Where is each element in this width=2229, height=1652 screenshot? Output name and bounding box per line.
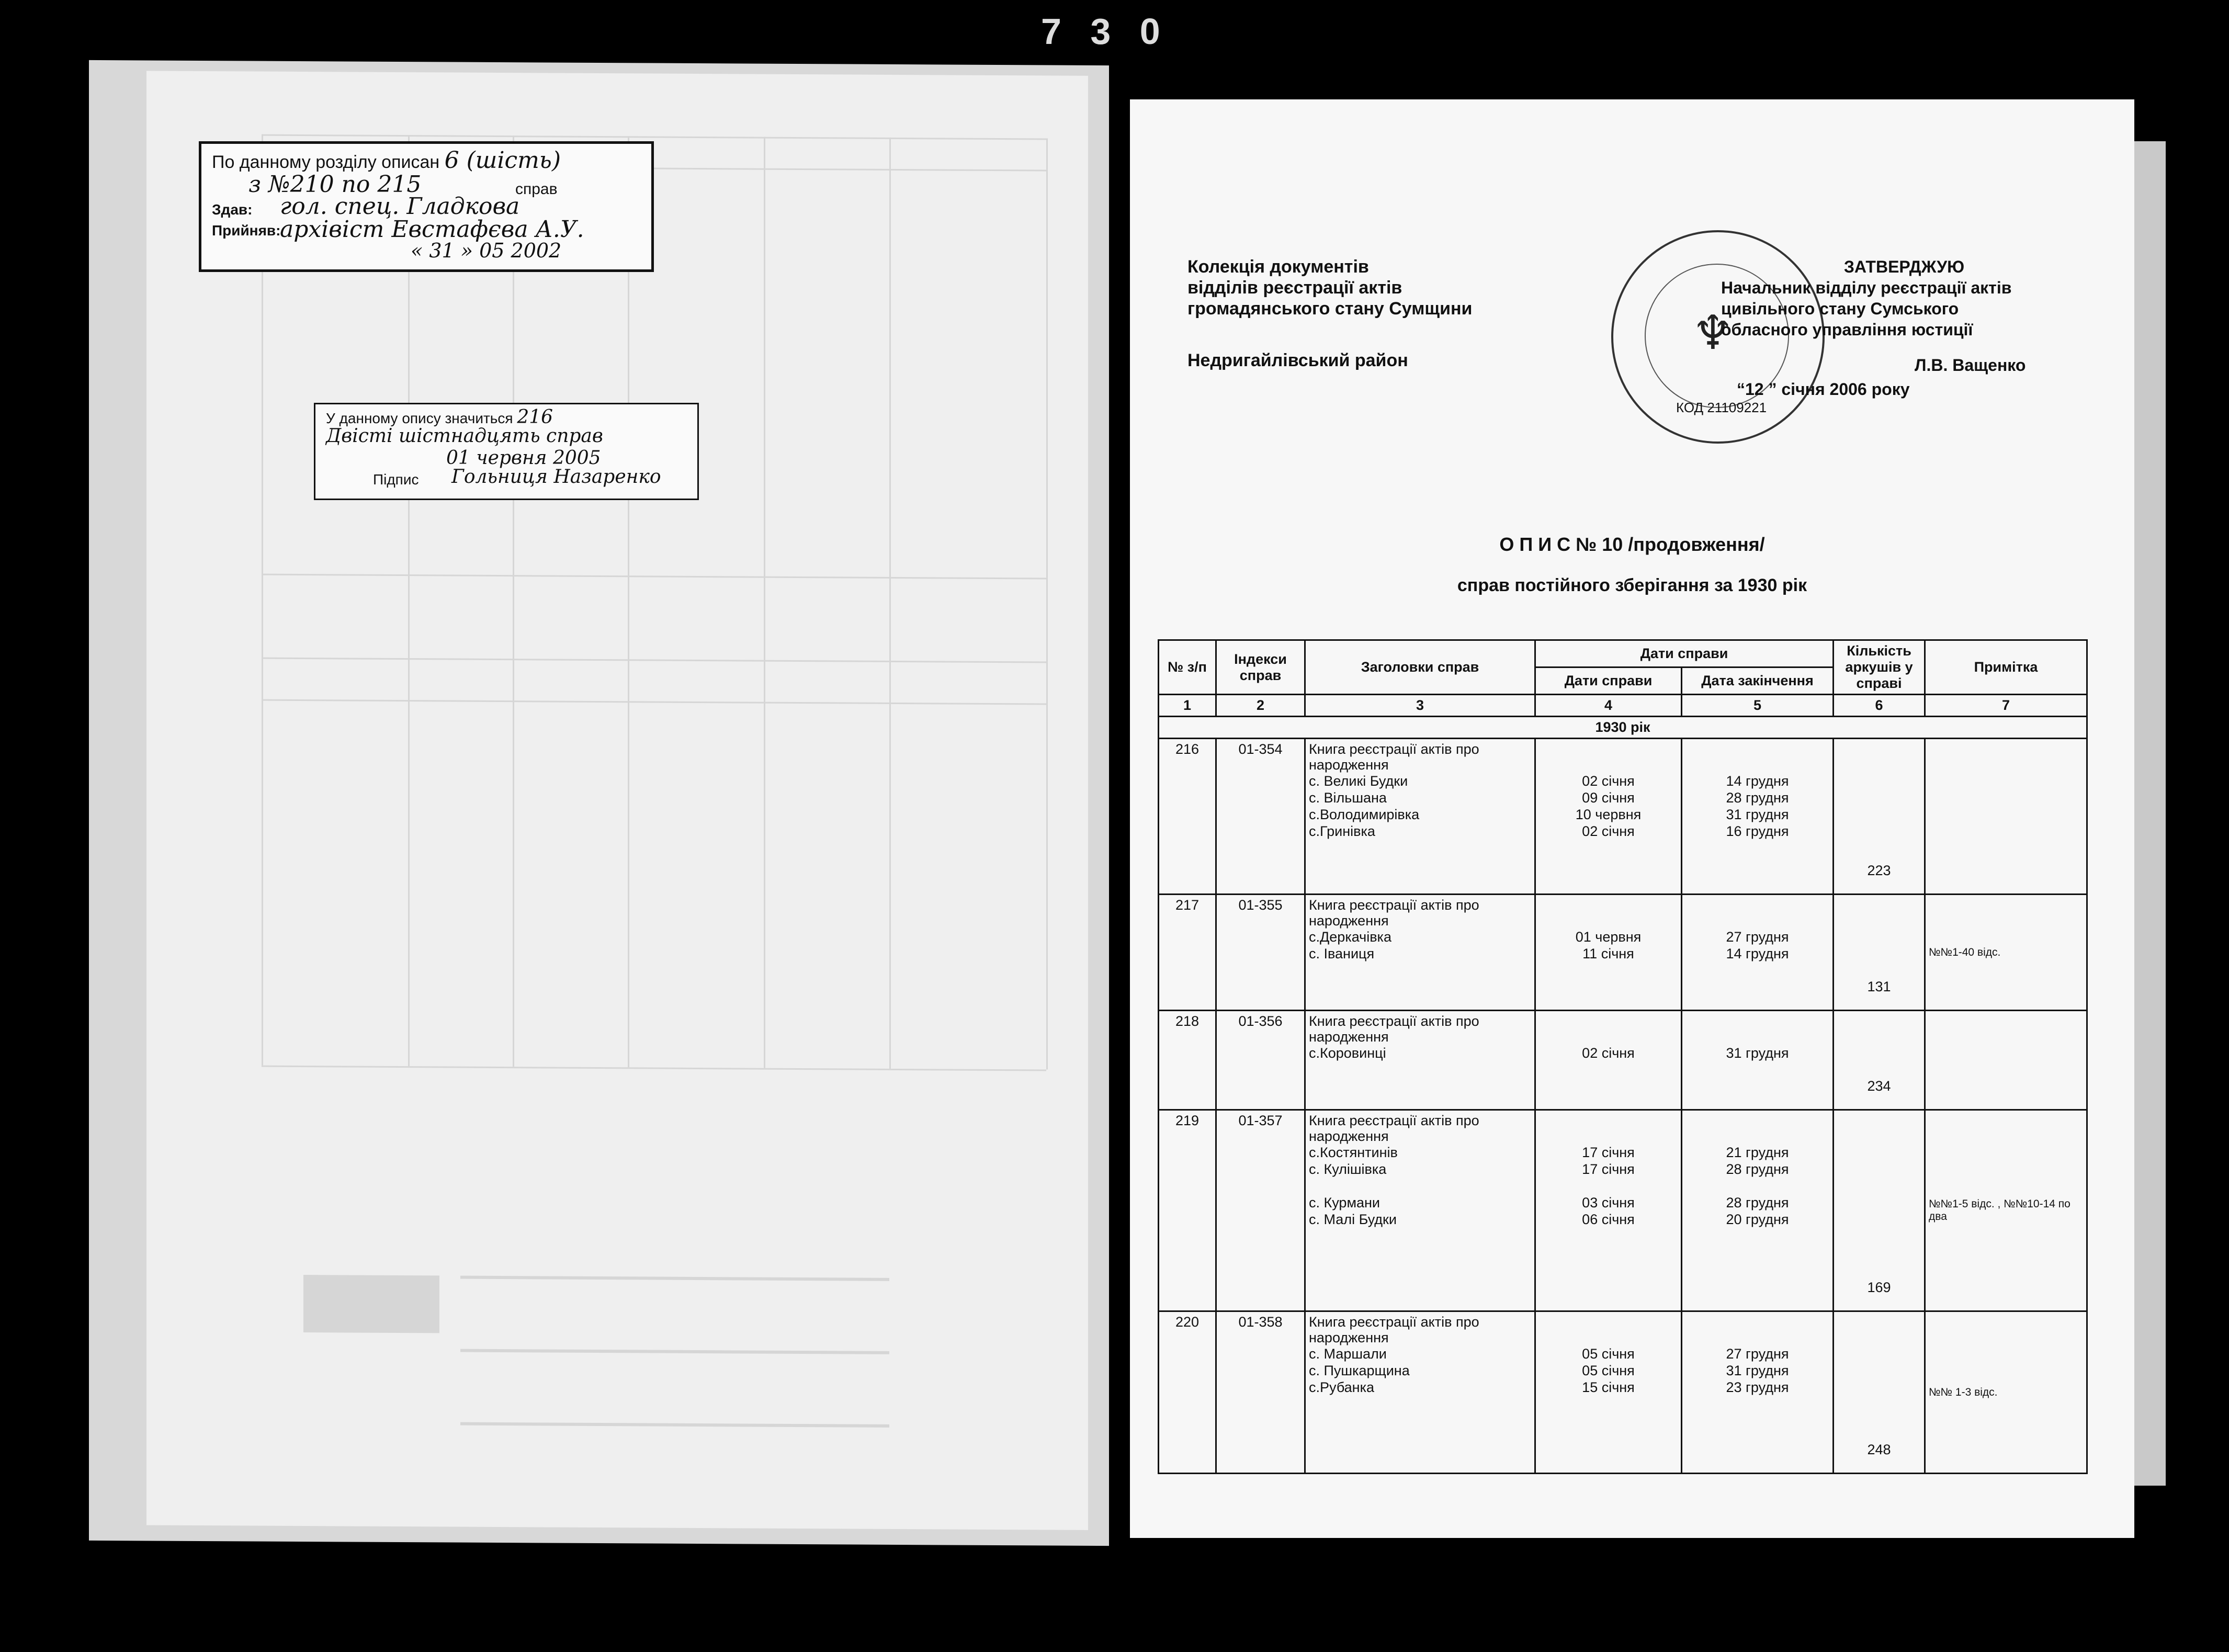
row-date-start: 09 січня	[1582, 790, 1635, 806]
row-date-start: 17 січня	[1582, 1145, 1635, 1160]
header-index: Індекси справ	[1216, 640, 1305, 695]
row-start-cell	[1535, 739, 1682, 895]
row-date-end: 23 грудня	[1726, 1379, 1789, 1395]
seal-code: КОД 21109221	[1676, 400, 1767, 415]
inventory-count-stamp	[314, 403, 699, 500]
row-sheets-cell	[1834, 1110, 1925, 1311]
row-start-cell	[1535, 1110, 1682, 1311]
stamp-range-handwriting: з №210 по 215	[248, 171, 422, 198]
table-body	[1159, 739, 2087, 1474]
row-num: 218	[1159, 1011, 1216, 1110]
row-place: с. Іваниця	[1309, 946, 1375, 961]
row-index: 01-358	[1216, 1311, 1305, 1474]
district-name: Недригайлівський район	[1187, 350, 1408, 370]
row-end-cell	[1682, 1110, 1834, 1311]
row-date-end: 14 грудня	[1726, 946, 1789, 961]
row-place: с. Великі Будки	[1309, 773, 1408, 789]
row-note-cell	[1925, 1110, 2087, 1311]
row-place: с.Рубанка	[1309, 1379, 1375, 1395]
row-index: 01-355	[1216, 895, 1305, 1011]
row-place: с.Володимирівка	[1309, 807, 1420, 822]
row-note: №№1-40 відс.	[1929, 946, 2001, 958]
row-index: 01-357	[1216, 1110, 1305, 1311]
row-date-start: 01 червня	[1575, 929, 1642, 945]
row-num: 220	[1159, 1311, 1216, 1474]
row-title: Книга реєстрації актів про народження	[1309, 897, 1479, 929]
collection-line: Колекція документів	[1187, 257, 1369, 277]
row-title-cell	[1305, 1311, 1535, 1474]
row-end-cell	[1682, 895, 1834, 1011]
row-sheets: 131	[1867, 979, 1891, 994]
row-date-start: 05 січня	[1582, 1346, 1635, 1362]
row-date-start: 10 червня	[1575, 807, 1642, 822]
row-note-cell	[1925, 1311, 2087, 1474]
row-place: с. Пушкарщина	[1309, 1363, 1410, 1378]
stamp-zdav-handwriting: гол. спец. Гладкова	[280, 193, 520, 220]
stamp-label-sprav: справ	[515, 180, 558, 198]
row-date-start: 02 січня	[1582, 1045, 1635, 1061]
stamp-label-zdav: Здав:	[212, 201, 253, 218]
row-index: 01-356	[1216, 1011, 1305, 1110]
stamp-label-pryiniav: Прийняв:	[212, 222, 281, 239]
stamp2-line1: У данному опису значиться 216	[326, 406, 553, 428]
table-row	[1159, 895, 2087, 1011]
row-place: с. Малі Будки	[1309, 1212, 1397, 1227]
collection-line: громадянського стану Сумщини	[1187, 299, 1473, 319]
row-date-end: 28 грудня	[1726, 1195, 1789, 1210]
approval-line: цивільного стану Сумського	[1721, 299, 1959, 318]
row-title: Книга реєстрації актів про народження	[1309, 741, 1479, 773]
row-sheets: 223	[1867, 863, 1891, 878]
table-row	[1159, 1110, 2087, 1311]
row-sheets-cell	[1834, 739, 1925, 895]
row-place: с. Курмани	[1309, 1195, 1381, 1210]
row-place: с.Коровинці	[1309, 1045, 1386, 1061]
row-place: с.Деркачівка	[1309, 929, 1391, 945]
row-title-cell	[1305, 895, 1535, 1011]
row-date-end: 31 грудня	[1726, 807, 1789, 822]
row-title-cell	[1305, 1011, 1535, 1110]
row-title-cell	[1305, 1110, 1535, 1311]
year-row: 1930 рік	[1159, 717, 2087, 739]
header-date-start: Дати справи	[1535, 667, 1682, 695]
inventory-table	[1158, 639, 2088, 1474]
row-date-start: 11 січня	[1582, 946, 1634, 961]
row-end-cell	[1682, 739, 1834, 895]
header-titles: Заголовки справ	[1305, 640, 1535, 695]
row-note-cell	[1925, 1011, 2087, 1110]
stamp-line-count: По данному розділу описан 6 (шість)	[212, 147, 561, 174]
row-start-cell	[1535, 1011, 1682, 1110]
row-note-cell	[1925, 739, 2087, 895]
row-index: 01-354	[1216, 739, 1305, 895]
stamp2-date: 01 червня 2005	[446, 447, 601, 469]
row-sheets: 248	[1867, 1442, 1891, 1457]
stamp-date-handwriting: « 31 » 05 2002	[411, 239, 562, 262]
row-end-cell	[1682, 1011, 1834, 1110]
collection-header	[1187, 256, 1472, 319]
row-sheets: 169	[1867, 1280, 1891, 1295]
row-place: с.Гринівка	[1309, 823, 1375, 839]
table-row	[1159, 1011, 2087, 1110]
row-note: №№ 1-3 відс.	[1929, 1386, 1998, 1398]
scan-frame-number: 7 3 0	[1041, 11, 1170, 52]
row-place: с.Костянтинів	[1309, 1145, 1398, 1160]
approval-line: Начальник відділу реєстрації актів	[1721, 278, 2012, 297]
row-note-cell	[1925, 895, 2087, 1011]
approval-title: ЗАТВЕРДЖУЮ	[1843, 257, 1965, 276]
row-sheets-cell	[1834, 1011, 1925, 1110]
archive-transfer-stamp	[199, 141, 654, 272]
approval-block	[1721, 256, 2035, 400]
table-row	[1159, 739, 2087, 895]
header-date-end: Дата закінчення	[1682, 667, 1834, 695]
row-note: №№1-5 відс. , №№10-14 по два	[1929, 1198, 2070, 1223]
stamp2-signature: Гольниця Назаренко	[451, 466, 661, 488]
row-date-end: 28 грудня	[1726, 790, 1789, 806]
stamp2-count-words: Двісті шістнадцять справ	[326, 425, 603, 447]
table-row	[1159, 1311, 2087, 1474]
approval-line: обласного управління юстиції	[1721, 320, 1973, 339]
row-title: Книга реєстрації актів про народження	[1309, 1314, 1479, 1345]
row-date-start: 17 січня	[1582, 1161, 1635, 1177]
row-sheets: 234	[1867, 1078, 1891, 1094]
row-place	[1309, 1178, 1531, 1194]
row-place: с. Маршали	[1309, 1346, 1387, 1362]
row-date-end: 31 грудня	[1726, 1363, 1789, 1378]
row-date-start: 15 січня	[1582, 1379, 1635, 1395]
row-num: 217	[1159, 895, 1216, 1011]
row-sheets-cell	[1834, 1311, 1925, 1474]
header-dates: Дати справи	[1535, 640, 1834, 667]
header-note: Примітка	[1925, 640, 2087, 695]
row-start-cell	[1535, 895, 1682, 1011]
row-date-end: 27 грудня	[1726, 1346, 1789, 1362]
left-page	[89, 60, 1109, 1546]
row-date-end: 20 грудня	[1726, 1212, 1789, 1227]
row-date-start: 05 січня	[1582, 1363, 1635, 1378]
row-title: Книга реєстрації актів про народження	[1309, 1113, 1479, 1144]
approval-signer: Л.В. Ващенко	[1915, 356, 2026, 375]
row-date-start	[1539, 1178, 1678, 1194]
row-date-end: 21 грудня	[1726, 1145, 1789, 1160]
trident-emblem-icon: ♆	[1692, 308, 1734, 359]
row-date-end: 28 грудня	[1726, 1161, 1789, 1177]
bleed-through-ghost-table	[146, 71, 1088, 1530]
approval-date: “12 ” січня 2006 року	[1737, 380, 1910, 399]
row-sheets-cell	[1834, 895, 1925, 1011]
row-start-cell	[1535, 1311, 1682, 1474]
row-num: 219	[1159, 1110, 1216, 1311]
row-date-start: 03 січня	[1582, 1195, 1635, 1210]
row-date-end	[1685, 1178, 1829, 1194]
row-date-end: 27 грудня	[1726, 929, 1789, 945]
row-place: с. Кулішівка	[1309, 1161, 1387, 1177]
row-date-end: 31 грудня	[1726, 1045, 1789, 1061]
row-num: 216	[1159, 739, 1216, 895]
row-title: Книга реєстрації актів про народження	[1309, 1013, 1479, 1045]
collection-line: відділів реєстрації актів	[1187, 278, 1402, 298]
inventory-subtitle: справ постійного зберігання за 1930 рік	[1457, 575, 1807, 595]
row-date-start: 02 січня	[1582, 823, 1635, 839]
row-date-end: 16 грудня	[1726, 823, 1789, 839]
left-page-sheet	[146, 71, 1088, 1530]
header-sheets: Кількість аркушів у справі	[1834, 640, 1925, 695]
row-place: с. Вільшана	[1309, 790, 1387, 806]
header-num: № з/п	[1159, 640, 1216, 695]
row-end-cell	[1682, 1311, 1834, 1474]
row-title-cell	[1305, 739, 1535, 895]
stamp2-label-signature: Підпис	[373, 471, 419, 488]
inventory-title: О П И С № 10 /продовження/	[1499, 534, 1765, 555]
row-date-start: 02 січня	[1582, 773, 1635, 789]
row-date-start: 06 січня	[1582, 1212, 1635, 1227]
column-number-row: 1 2 3 4 5 6 7	[1159, 695, 2087, 717]
row-date-end: 14 грудня	[1726, 773, 1789, 789]
stamp-pryiniav-handwriting: архівіст Евстафєва А.У.	[280, 216, 584, 243]
